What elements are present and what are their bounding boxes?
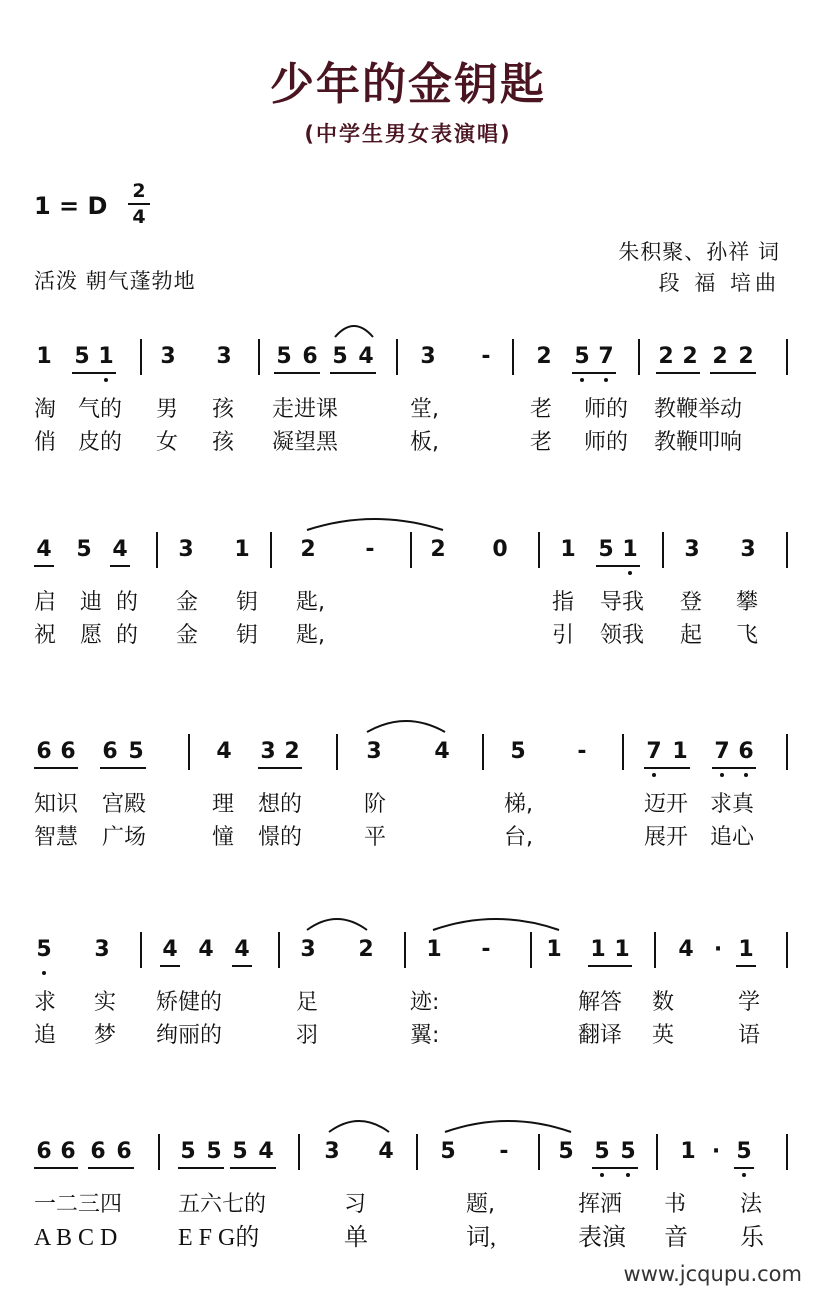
score-note: 1 — [234, 537, 250, 562]
lyric-verse-1: 求 — [34, 990, 57, 1015]
score-note: 1 — [98, 344, 114, 369]
note-underline — [232, 965, 252, 967]
lyric-verse-1: 攀 — [736, 590, 759, 615]
lyric-verse-2: 翼: — [410, 1023, 440, 1048]
octave-dot — [652, 773, 656, 777]
lyric-verse-1: 学 — [738, 990, 761, 1015]
lyric-verse-1: 题, — [466, 1192, 495, 1217]
lyric-verse-2: 追心 — [710, 825, 755, 850]
lyric-verse-1: 理 — [212, 792, 235, 817]
lyric-verse-1: 的 — [116, 590, 139, 615]
octave-dot — [628, 571, 632, 575]
lyric-verse-2: 领我 — [600, 623, 645, 648]
note-underline — [100, 767, 146, 769]
score-note: 3 — [420, 344, 436, 369]
lyric-verse-1: 迹: — [410, 990, 440, 1015]
lyric-verse-2: 语 — [738, 1023, 761, 1048]
score-note: 5 — [332, 344, 348, 369]
score-note: 2 — [430, 537, 446, 562]
lyric-verse-1: 登 — [680, 590, 703, 615]
score-note: 2 — [536, 344, 552, 369]
lyric-verse-1: 五六七的 — [178, 1192, 267, 1217]
lyric-verse-2: 俏 — [34, 430, 57, 455]
score-note: 2 — [658, 344, 674, 369]
note-underline — [734, 1167, 754, 1169]
octave-dot — [600, 1173, 604, 1177]
lyric-verse-2: 飞 — [736, 623, 759, 648]
score-note: 3 — [366, 739, 382, 764]
score-note: 4 — [434, 739, 450, 764]
note-underline — [34, 565, 54, 567]
note-underline — [178, 1167, 224, 1169]
score-note: · — [713, 937, 723, 962]
lyric-verse-2: E F G的 — [178, 1225, 260, 1251]
note-underline — [736, 965, 756, 967]
lyricist-credit: 朱积聚、孙祥 词 — [618, 240, 780, 264]
bar-line — [410, 532, 412, 568]
lyric-verse-1: 法 — [740, 1192, 763, 1217]
score-note: 5 — [574, 344, 590, 369]
bar-line — [654, 932, 656, 968]
score-note: 3 — [160, 344, 176, 369]
lyric-verse-1: 教鞭举动 — [654, 397, 743, 422]
score-note: - — [481, 937, 491, 962]
lyric-verse-1: 想的 — [258, 792, 303, 817]
score-note: 2 — [300, 537, 316, 562]
note-underline — [712, 767, 756, 769]
score-note: 4 — [378, 1139, 394, 1164]
score-note: 5 — [76, 537, 92, 562]
bar-line — [416, 1134, 418, 1170]
score-note: 5 — [594, 1139, 610, 1164]
score-note: 6 — [36, 739, 52, 764]
note-underline — [330, 372, 376, 374]
bar-line — [396, 339, 398, 375]
score-note: 2 — [738, 344, 754, 369]
lyric-verse-1: 知识 — [34, 792, 79, 817]
bar-line — [336, 734, 338, 770]
score-note: 6 — [90, 1139, 106, 1164]
lyric-verse-2: 起 — [680, 623, 703, 648]
score-note: 4 — [112, 537, 128, 562]
lyric-verse-2: 祝 — [34, 623, 57, 648]
score-note: 6 — [36, 1139, 52, 1164]
lyric-verse-2: 羽 — [296, 1023, 319, 1048]
score-note: 1 — [614, 937, 630, 962]
song-subtitle: (中学生男女表演唱) — [304, 122, 512, 146]
watermark: www.jcqupu.com — [623, 1262, 802, 1286]
slur — [432, 912, 560, 932]
note-underline — [230, 1167, 276, 1169]
score-note: 4 — [36, 537, 52, 562]
score-note: 5 — [510, 739, 526, 764]
lyric-verse-1: 男 — [156, 397, 179, 422]
bar-line — [278, 932, 280, 968]
lyric-verse-2: 板, — [410, 430, 439, 455]
lyric-verse-2: 匙, — [296, 623, 325, 648]
score-note: 6 — [738, 739, 754, 764]
octave-dot — [42, 971, 46, 975]
lyric-verse-2: 女 — [156, 430, 179, 455]
lyric-verse-1: 导我 — [600, 590, 645, 615]
lyric-verse-2: 金 — [176, 623, 199, 648]
bar-line — [140, 339, 142, 375]
slur — [328, 1114, 390, 1134]
bar-line — [656, 1134, 658, 1170]
composer-credit: 段 福 培曲 — [658, 271, 780, 295]
lyric-verse-2: A B C D — [34, 1225, 118, 1251]
octave-dot — [580, 378, 584, 382]
bar-line — [530, 932, 532, 968]
bar-line — [786, 532, 788, 568]
octave-dot — [742, 1173, 746, 1177]
score-note: 4 — [258, 1139, 274, 1164]
score-note: 3 — [178, 537, 194, 562]
score-note: - — [481, 344, 491, 369]
score-note: - — [499, 1139, 509, 1164]
note-underline — [644, 767, 690, 769]
score-note: 3 — [324, 1139, 340, 1164]
score-note: 7 — [714, 739, 730, 764]
lyric-verse-1: 指 — [552, 590, 575, 615]
score-note: 6 — [102, 739, 118, 764]
lyric-verse-2: 老 — [530, 430, 553, 455]
score-note: 1 — [622, 537, 638, 562]
note-underline — [572, 372, 616, 374]
score-note: 7 — [598, 344, 614, 369]
octave-dot — [104, 378, 108, 382]
note-underline — [596, 565, 640, 567]
lyric-verse-2: 台, — [504, 825, 533, 850]
score-note: 7 — [646, 739, 662, 764]
lyric-verse-1: 足 — [296, 990, 319, 1015]
score-note: 5 — [558, 1139, 574, 1164]
bar-line — [140, 932, 142, 968]
lyric-verse-1: 启 — [34, 590, 57, 615]
slur — [334, 319, 374, 339]
score-note: 3 — [300, 937, 316, 962]
note-underline — [34, 767, 78, 769]
lyric-verse-1: 书 — [664, 1192, 687, 1217]
key-signature: 1 = D — [34, 192, 108, 220]
score-note: 5 — [598, 537, 614, 562]
lyric-verse-1: 老 — [530, 397, 553, 422]
note-underline — [160, 965, 180, 967]
octave-dot — [604, 378, 608, 382]
score-note: 1 — [426, 937, 442, 962]
lyric-verse-2: 教鞭叩响 — [654, 430, 743, 455]
time-signature — [128, 180, 150, 228]
score-note: 1 — [672, 739, 688, 764]
bar-line — [482, 734, 484, 770]
score-note: 2 — [682, 344, 698, 369]
score-note: - — [577, 739, 587, 764]
score-note: · — [711, 1139, 721, 1164]
bar-line — [786, 339, 788, 375]
score-note: 2 — [358, 937, 374, 962]
lyric-verse-2: 凝望黑 — [272, 430, 339, 455]
lyric-verse-1: 习 — [344, 1192, 367, 1217]
lyric-verse-1: 金 — [176, 590, 199, 615]
note-underline — [710, 372, 756, 374]
lyric-verse-2: 英 — [652, 1023, 675, 1048]
lyric-verse-2: 追 — [34, 1023, 57, 1048]
lyric-verse-2: 皮的 — [78, 430, 123, 455]
lyric-verse-2: 平 — [364, 825, 387, 850]
lyric-verse-1: 走进课 — [272, 397, 339, 422]
score-note: 5 — [74, 344, 90, 369]
time-signature-bottom: 4 — [132, 206, 146, 228]
bar-line — [512, 339, 514, 375]
score-note: 3 — [94, 937, 110, 962]
lyric-verse-1: 气的 — [78, 397, 123, 422]
lyric-verse-2: 梦 — [94, 1023, 117, 1048]
lyric-verse-2: 憧 — [212, 825, 235, 850]
score-note: 4 — [198, 937, 214, 962]
score-note: 6 — [60, 1139, 76, 1164]
score-note: 1 — [36, 344, 52, 369]
note-underline — [656, 372, 700, 374]
score-note: 6 — [116, 1139, 132, 1164]
slur — [306, 512, 444, 532]
bar-line — [538, 1134, 540, 1170]
lyric-verse-2: 展开 — [644, 825, 689, 850]
lyric-verse-1: 孩 — [212, 397, 235, 422]
score-note: 1 — [680, 1139, 696, 1164]
score-note: 5 — [180, 1139, 196, 1164]
lyric-verse-2: 师的 — [584, 430, 629, 455]
time-signature-top: 2 — [132, 180, 146, 202]
score-note: 3 — [740, 537, 756, 562]
score-note: 5 — [440, 1139, 456, 1164]
lyric-verse-1: 挥洒 — [578, 1192, 623, 1217]
score-note: 0 — [492, 537, 508, 562]
octave-dot — [626, 1173, 630, 1177]
lyric-verse-2: 绚丽的 — [156, 1023, 223, 1048]
score-note: 6 — [302, 344, 318, 369]
lyric-verse-2: 引 — [552, 623, 575, 648]
score-note: 5 — [128, 739, 144, 764]
score-note: 2 — [712, 344, 728, 369]
score-note: 4 — [234, 937, 250, 962]
note-underline — [72, 372, 116, 374]
score-note: 1 — [738, 937, 754, 962]
score-note: 5 — [232, 1139, 248, 1164]
note-underline — [88, 1167, 134, 1169]
score-note: 4 — [678, 937, 694, 962]
bar-line — [622, 734, 624, 770]
bar-line — [158, 1134, 160, 1170]
lyric-verse-2: 翻译 — [578, 1023, 623, 1048]
song-title: 少年的金钥匙 — [270, 59, 546, 110]
octave-dot — [720, 773, 724, 777]
lyric-verse-1: 一二三四 — [34, 1192, 123, 1217]
octave-dot — [744, 773, 748, 777]
lyric-verse-1: 阶 — [364, 792, 387, 817]
lyric-verse-1: 师的 — [584, 397, 629, 422]
bar-line — [786, 932, 788, 968]
bar-line — [538, 532, 540, 568]
lyric-verse-2: 孩 — [212, 430, 235, 455]
lyric-verse-2: 单 — [344, 1225, 368, 1251]
note-underline — [110, 565, 130, 567]
lyric-verse-1: 淘 — [34, 397, 57, 422]
lyric-verse-1: 实 — [94, 990, 117, 1015]
lyric-verse-1: 堂, — [410, 397, 439, 422]
lyric-verse-2: 愿 — [80, 623, 103, 648]
score-note: 6 — [60, 739, 76, 764]
score-note: 5 — [736, 1139, 752, 1164]
lyric-verse-2: 乐 — [740, 1225, 764, 1251]
score-note: 1 — [590, 937, 606, 962]
lyric-verse-2: 词, — [466, 1225, 496, 1251]
score-note: 5 — [276, 344, 292, 369]
score-note: 1 — [546, 937, 562, 962]
bar-line — [298, 1134, 300, 1170]
lyric-verse-1: 迈开 — [644, 792, 689, 817]
lyric-verse-1: 宫殿 — [102, 792, 147, 817]
score-note: 4 — [358, 344, 374, 369]
bar-line — [638, 339, 640, 375]
lyric-verse-2: 的 — [116, 623, 139, 648]
lyric-verse-2: 音 — [664, 1225, 688, 1251]
lyric-verse-2: 憬的 — [258, 825, 303, 850]
note-underline — [592, 1167, 638, 1169]
lyric-verse-1: 数 — [652, 990, 675, 1015]
lyric-verse-1: 梯, — [504, 792, 533, 817]
lyric-verse-1: 矫健的 — [156, 990, 223, 1015]
bar-line — [188, 734, 190, 770]
bar-line — [662, 532, 664, 568]
score-note: 3 — [260, 739, 276, 764]
score-note: 2 — [284, 739, 300, 764]
slur — [306, 912, 368, 932]
slur — [444, 1114, 572, 1134]
slur — [366, 714, 446, 734]
bar-line — [786, 734, 788, 770]
score-note: 5 — [206, 1139, 222, 1164]
score-note: 3 — [216, 344, 232, 369]
score-note: 1 — [560, 537, 576, 562]
note-underline — [274, 372, 320, 374]
lyric-verse-2: 广场 — [102, 825, 147, 850]
lyric-verse-1: 解答 — [578, 990, 623, 1015]
lyric-verse-2: 表演 — [578, 1225, 626, 1251]
note-underline — [588, 965, 632, 967]
bar-line — [156, 532, 158, 568]
lyric-verse-2: 钥 — [236, 623, 259, 648]
score-note: 3 — [684, 537, 700, 562]
lyric-verse-1: 迪 — [80, 590, 103, 615]
score-note: 5 — [620, 1139, 636, 1164]
lyric-verse-1: 匙, — [296, 590, 325, 615]
score-note: 4 — [216, 739, 232, 764]
tempo-marking: 活泼 朝气蓬勃地 — [34, 269, 196, 293]
bar-line — [786, 1134, 788, 1170]
note-underline — [34, 1167, 78, 1169]
bar-line — [270, 532, 272, 568]
bar-line — [404, 932, 406, 968]
bar-line — [258, 339, 260, 375]
score-note: 5 — [36, 937, 52, 962]
score-note: 4 — [162, 937, 178, 962]
score-note: - — [365, 537, 375, 562]
lyric-verse-2: 智慧 — [34, 825, 79, 850]
lyric-verse-1: 钥 — [236, 590, 259, 615]
lyric-verse-1: 求真 — [710, 792, 755, 817]
note-underline — [258, 767, 302, 769]
